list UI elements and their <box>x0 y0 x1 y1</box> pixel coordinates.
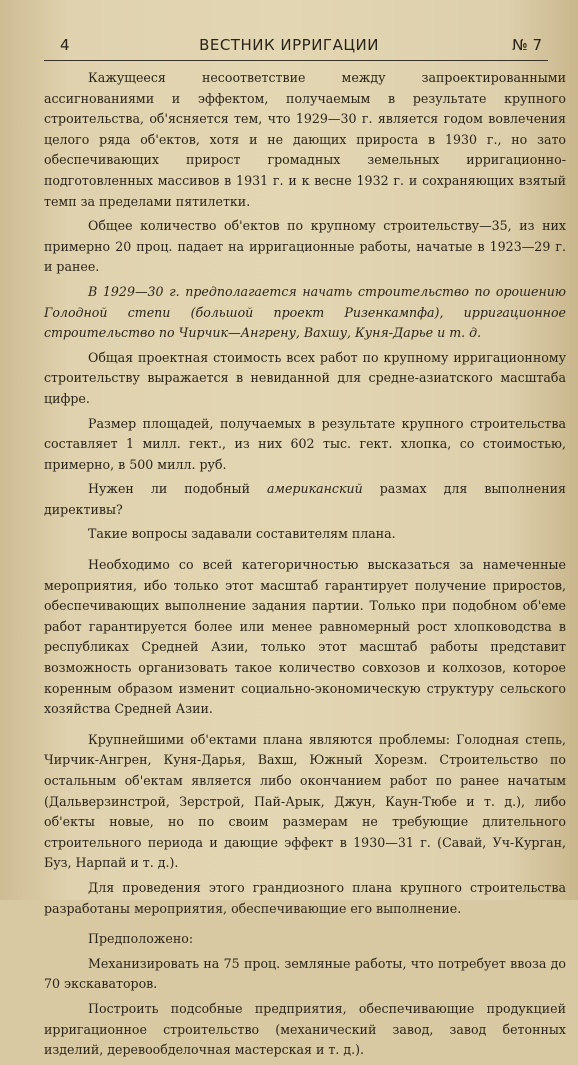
paragraph: Такие вопросы задавали составителям плана. <box>88 526 396 542</box>
paragraph: Построить подсобные предприятия, обеспечивающие продукцией ирригационное строительство (механический завод, завод бетонных изделий, деревообделочная мастерская и т. д.). <box>44 1000 566 1058</box>
page-number: 4 <box>60 36 70 54</box>
article-body <box>44 68 566 1065</box>
paragraph: Механизировать на 75 проц. земляные работы, что потребует ввоза до 70 экскаваторов. <box>44 955 566 992</box>
question-text: Нужен ли подобный <box>88 481 267 497</box>
italic-paragraph: В 1929—30 г. предполагается начать строительство по орошению Голодной степи (большой проект Ризенкампфа), ирригационное строительство по Чирчик—Ангрену, Вахшу, Куня-Дарье и т. д. <box>44 283 566 341</box>
question-paragraph <box>44 479 566 520</box>
question-emphasis: американский <box>267 481 363 497</box>
paragraph: Необходимо со всей категоричностью высказаться за намеченные мероприятия, ибо только этот масштаб гарантирует получение приростов, обеспечивающих выполнение задания партии. Только при подобном об'еме работ гарантируется более или менее равномерный рост хлопководства в республиках Средней Азии, только этот масштаб работы представит возможность организовать такое количество совхозов и колхозов, которое коренным образом изменит социально-экономическую структуру сельского хозяйства Средней Азии. <box>44 557 566 717</box>
header-rule <box>44 60 548 61</box>
paragraph: Крупнейшими об'ектами плана являются проблемы: Голодная степь, Чирчик-Ангрен, Куня-Дарья, Вахш, Южный Хорезм. Строительство по остальным об'ектам является либо окончанием работ по ранее начатым (Дальверзинстрой, Зерстрой, Пай-Арык, Джун, Каун-Тюбе и т. д.), либо об'екты новые, но по своим размерам не требующие длительного строительного периода и дающие эффект в 1930—31 г. (Савай, Уч-Курган, Буз, Нарпай и т. д.). <box>44 731 566 871</box>
question-text: размах для выполнения директивы? <box>44 481 566 517</box>
paragraph: Для проведения этого грандиозного плана крупного строительства разработаны мероприятия, обеспечивающие его выполнение. <box>44 879 566 916</box>
paragraph: Размер площадей, получаемых в результате крупного строительства составляет 1 милл. гект., из них 602 тыс. гект. хлопка, со стоимостью, примерно, в 500 милл. руб. <box>44 415 566 472</box>
issue-number: № 7 <box>512 36 542 54</box>
paragraph: Кажущееся несоответствие между запроектированными ассигнованиями и эффектом, получаемым в результате крупного строительства, об'ясняется тем, что 1929—30 г. является годом вовлечения целого ряда об'ектов, хотя и не дающих прироста в 1930 г., но зато обеспечивающих прирост громадных земельных ирригационно-подготовленных массивов в 1931 г. и к весне 1932 г. и сохраняющих взятый темп за пределами пятилетки. <box>44 70 566 209</box>
page-header <box>0 34 578 56</box>
paragraph: Общая проектная стоимость всех работ по крупному ирригационному строительству выражается в невиданной для средне-азиатского масштаба цифре. <box>44 349 566 406</box>
paragraph: Общее количество об'ектов по крупному строительству—35, из них примерно 20 проц. падает на ирригационные работы, начатые в 1923—29 г. и ранее. <box>44 218 566 275</box>
paragraph: Предположено: <box>88 931 194 947</box>
journal-title: ВЕСТНИК ИРРИГАЦИИ <box>199 36 379 54</box>
